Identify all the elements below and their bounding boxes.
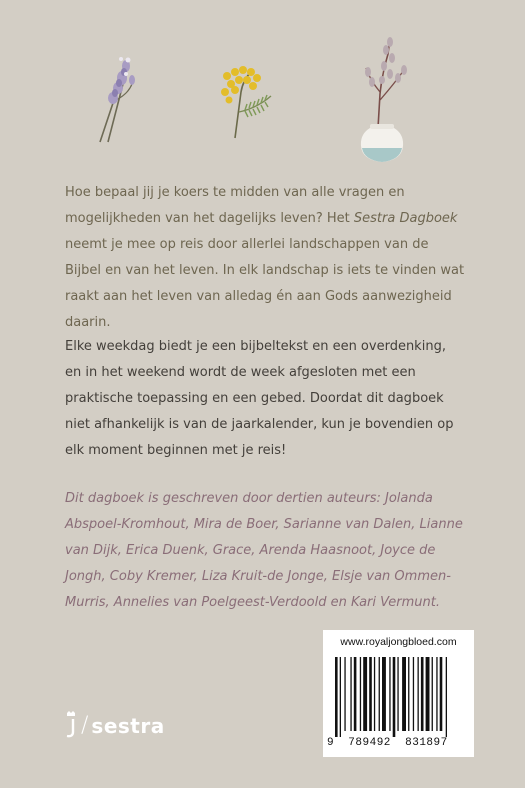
barcode-bar xyxy=(340,657,341,737)
barcode-bar xyxy=(360,657,361,731)
barcode-bar xyxy=(363,657,367,731)
barcode-bar xyxy=(374,657,375,731)
barcode-bar xyxy=(418,657,419,731)
barcode-bar xyxy=(393,657,396,737)
book-title: Sestra Dagboek xyxy=(353,211,458,226)
barcode-bar xyxy=(389,657,390,731)
barcode-bar xyxy=(432,657,433,731)
barcode-bar xyxy=(408,657,409,731)
barcode-panel xyxy=(323,630,474,757)
intro-paragraph: Hoe bepaal jij je koers te midden van alle vragen en mogelijkheden van het dagelijks leven? Het Sestra Dagboek neemt je mee op reis door allerlei landschappen van de Bijbel en van het leven. In elk landschap is iets te vinden wat raakt aan het leven van alledag én aan Gods aanwezigheid daarin. xyxy=(65,185,465,330)
logo-slash: / xyxy=(81,713,89,738)
barcode-bar xyxy=(436,657,437,731)
barcode-bar xyxy=(397,657,398,731)
barcode-bar xyxy=(446,657,447,737)
barcode-bar xyxy=(421,657,424,731)
barcode-bar xyxy=(350,657,351,731)
barcode-bar xyxy=(344,657,345,731)
barcode-bar xyxy=(335,657,338,737)
mimosa-icon xyxy=(213,62,281,142)
barcode-bar xyxy=(382,657,386,731)
barcode-bar xyxy=(402,657,406,731)
logo-brand: sestra xyxy=(91,714,165,738)
willow-vase-icon xyxy=(352,34,412,164)
isbn-number: 9 789492 831897 xyxy=(327,737,448,749)
barcode-bar xyxy=(369,657,372,731)
lavender-icon xyxy=(88,50,146,150)
barcode-bar xyxy=(379,657,380,731)
description-paragraph: Elke weekdag biedt je een bijbeltekst en een overdenking, en in het weekend wordt de week afgesloten met een praktische toepassing en een gebed. Doordat dit dagboek niet afhankelijk is van de jaarkalender, kun je bovendien op elk moment beginnen met je reis! xyxy=(65,339,454,458)
publisher-url: www.royaljongbloed.com xyxy=(340,636,457,648)
barcode-bar xyxy=(426,657,430,731)
barcode xyxy=(335,657,462,737)
barcode-bar xyxy=(440,657,443,731)
crown-j-icon xyxy=(64,710,78,738)
barcode-bar xyxy=(413,657,414,731)
barcode-bar xyxy=(354,657,357,731)
sestra-logo xyxy=(64,710,165,738)
authors-paragraph: Dit dagboek is geschreven door dertien auteurs: Jolanda Abspoel-Kromhout, Mira de Boer, Sarianne van Dalen, Lianne van Dijk, Erica Duenk, Grace, Arenda Haasnoot, Joyce de Jongh, Coby Kremer, Liza Kruit-de Jonge, Elsje van Ommen-Murris, Annelies van Poelgeest-Verdoold en Kari Vermunt. xyxy=(65,491,463,610)
